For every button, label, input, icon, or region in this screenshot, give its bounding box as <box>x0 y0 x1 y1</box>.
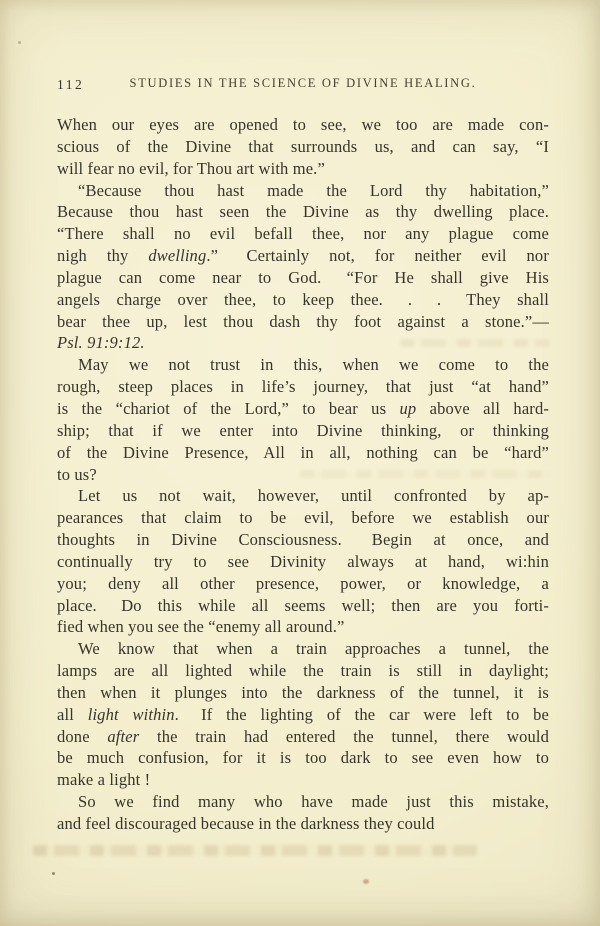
text-line <box>57 158 549 180</box>
text-segment: May we not trust in this, when we come to the <box>78 355 549 375</box>
text-segment: then when it plunges into the darkness of the tunnel, it is <box>57 682 549 702</box>
text-segment: of the Divine Presence, All in all, nothing can be “hard” <box>57 442 549 462</box>
paragraph <box>57 354 549 485</box>
text-line <box>57 332 549 354</box>
text-segment: plague can come near to God. “For He shall give His <box>57 267 549 287</box>
text-line <box>57 726 549 748</box>
text-segment: nigh thy <box>57 246 149 266</box>
paragraph <box>57 485 549 638</box>
text-segment: So we find many who have made just this mistake, <box>78 792 549 812</box>
text-line <box>57 813 549 835</box>
text-segment: you; deny all other presence, power, or knowledge, a <box>57 573 549 593</box>
text-segment: “Because thou hast made the Lord thy habitation,” <box>78 180 549 200</box>
text-segment: to us? <box>57 464 97 484</box>
text-segment: continually try to see Divinity always at hand, wi:hin <box>57 551 549 571</box>
text-line <box>57 573 549 595</box>
text-line <box>57 420 549 442</box>
text-segment: be much confusion, for it is too dark to see even how to <box>57 748 549 768</box>
italic-text-segment: Psl. 91:9:12. <box>57 333 145 353</box>
italic-text-segment: dwelling <box>148 246 207 266</box>
text-line <box>57 289 549 311</box>
text-line <box>57 311 549 333</box>
paragraph <box>57 791 549 835</box>
text-segment: place. Do this while all seems well; then are you forti- <box>57 595 549 615</box>
text-segment: rough, steep places in life’s journey, that just “at hand” <box>57 377 549 397</box>
running-header-title: STUDIES IN THE SCIENCE OF DIVINE HEALING. <box>129 76 477 90</box>
text-line <box>57 507 549 529</box>
page-number: 112 <box>57 77 85 92</box>
text-segment: angels charge over thee, to keep thee. . . They shall <box>57 289 549 309</box>
text-segment: lamps are all lighted while the train is still in daylight; <box>57 661 549 681</box>
text-segment: the train had entered the tunnel, there would <box>139 726 550 746</box>
text-segment: When our eyes are opened to see, we too are made con- <box>57 115 549 134</box>
bleedthrough-text-smudge <box>33 845 477 856</box>
text-segment: .” Certainly not, for neither evil nor <box>206 246 549 266</box>
text-segment: scious of the Divine that surrounds us, and can say, “I <box>57 136 549 156</box>
text-segment: thoughts in Divine Consciousness. Begin at once, and <box>57 530 549 550</box>
text-segment: We know that when a train approaches a tunnel, the <box>78 639 549 659</box>
text-segment: will fear no evil, for Thou art with me.” <box>57 158 325 178</box>
text-segment: above all hard- <box>416 398 549 418</box>
text-line <box>57 682 549 704</box>
paragraph <box>57 638 549 791</box>
italic-text-segment: after <box>107 726 140 746</box>
italic-text-segment: up <box>399 398 417 418</box>
text-line <box>57 136 549 158</box>
text-line <box>57 485 549 507</box>
text-line <box>57 201 549 223</box>
paragraph <box>57 114 549 180</box>
text-segment: bear thee up, lest thou dash thy foot against a stone.”— <box>57 311 549 331</box>
text-segment: ship; that if we enter into Divine thinking, or thinking <box>57 420 549 440</box>
text-line <box>57 398 549 420</box>
text-line <box>57 376 549 398</box>
text-segment: and feel discouraged because in the darkness they could <box>57 814 435 833</box>
text-segment: is the “chariot of the Lord,” to bear us <box>57 398 400 418</box>
text-line <box>57 638 549 660</box>
text-segment: “There shall no evil befall thee, nor any plague come <box>57 224 549 244</box>
text-segment: make a light ! <box>57 770 151 790</box>
text-segment: Because thou hast seen the Divine as thy dwelling place. <box>57 202 549 222</box>
text-line <box>57 354 549 376</box>
text-line <box>57 704 549 726</box>
text-line <box>57 180 549 202</box>
paragraph <box>57 180 549 355</box>
text-line <box>57 464 549 486</box>
text-line <box>57 616 549 638</box>
text-line <box>57 791 549 813</box>
text-segment: done <box>57 726 108 746</box>
paper-stain <box>363 879 369 884</box>
text-line <box>57 223 549 245</box>
text-line <box>57 769 549 791</box>
text-segment: fied when you see the “enemy all around.” <box>57 617 345 637</box>
paper-speck <box>52 872 55 875</box>
paper-speck <box>18 41 21 44</box>
text-line <box>57 747 549 769</box>
text-line <box>57 114 549 136</box>
text-line <box>57 245 549 267</box>
text-segment: . If the lighting of the car were left to be <box>174 704 549 724</box>
text-line <box>57 529 549 551</box>
text-segment: pearances that claim to be evil, before we establish our <box>57 508 549 528</box>
text-segment: Let us not wait, however, until confronted by ap- <box>78 486 549 506</box>
page-body <box>57 114 549 835</box>
text-line <box>57 267 549 289</box>
text-line <box>57 551 549 573</box>
running-header <box>57 76 549 94</box>
text-line <box>57 660 549 682</box>
text-line <box>57 442 549 464</box>
italic-text-segment: light within <box>87 704 175 724</box>
text-segment: all <box>57 704 88 724</box>
text-line <box>57 595 549 617</box>
